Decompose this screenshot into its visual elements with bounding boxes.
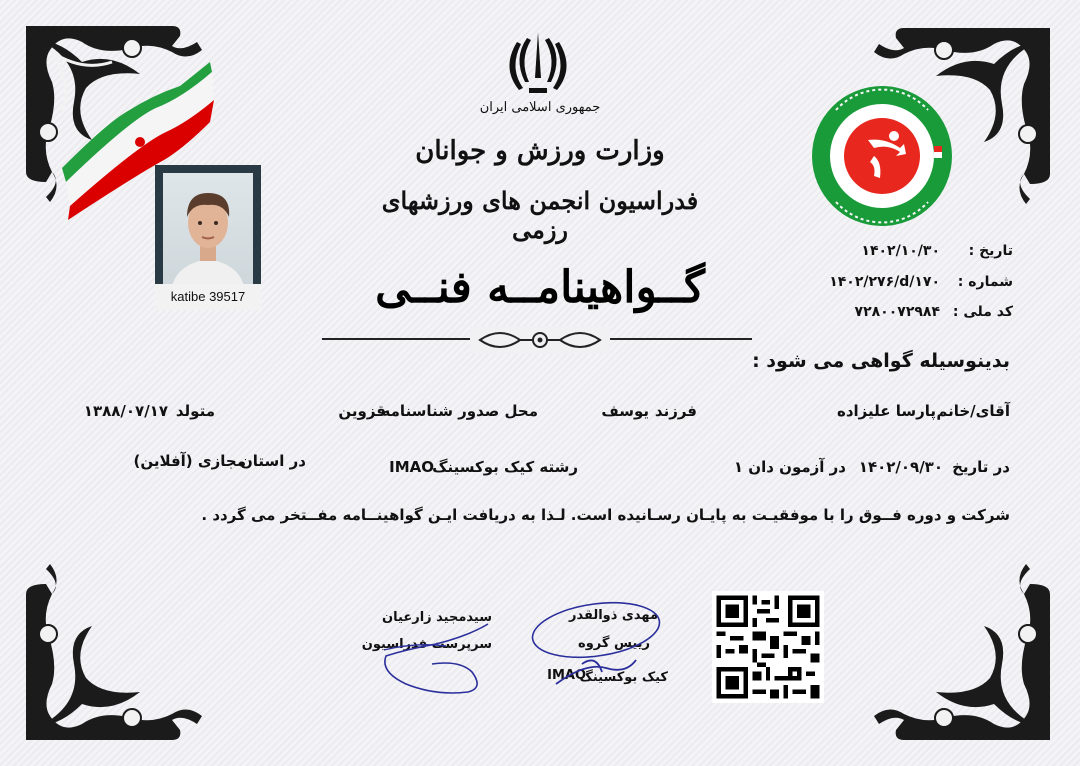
exam-date-label: در تاریخ xyxy=(952,458,1010,476)
federation-heading: فدراسیون انجمن های ورزشهای رزمی xyxy=(381,186,699,244)
issue-place-value: قزوین xyxy=(338,402,386,420)
issue-place-label: محل صدور شناسنامه xyxy=(381,402,538,420)
number-value: ۱۴۰۲/۲۷۶/d/۱۷۰ xyxy=(829,274,940,290)
qr-code-icon xyxy=(712,591,824,703)
left-signature-icon xyxy=(361,620,506,700)
number-label: شماره : xyxy=(957,274,1013,290)
right-signature-icon xyxy=(526,598,666,698)
corner-ornament-bottom-left xyxy=(22,554,212,744)
republic-heading: جمهوری اسلامی ایران xyxy=(479,100,601,115)
birth-value: ۱۳۸۸/۰۷/۱۷ xyxy=(83,402,168,420)
birth-label: متولد xyxy=(175,402,215,420)
exam-label: در آزمون دان ۱ xyxy=(733,458,846,476)
date-label: تاریخ : xyxy=(968,243,1013,259)
right-group-prefix: کیک بوکسینگ xyxy=(579,670,668,685)
federation-logo-icon xyxy=(808,82,956,230)
date-value: ۱۴۰۲/۱۰/۳۰ xyxy=(861,243,940,259)
national-id-value: ۷۲۸۰۰۷۲۹۸۴ xyxy=(854,304,940,320)
divider-ornament-icon xyxy=(470,326,610,354)
national-id-label: کد ملی : xyxy=(952,304,1013,320)
name-label: آقای/خانم xyxy=(936,402,1010,420)
province-label: در استان xyxy=(239,452,306,470)
field-value: IMAO xyxy=(389,458,434,476)
right-signatory-name: مهدی ذوالقدر xyxy=(568,608,658,623)
left-signatory-role: سرپرست فدراسیون xyxy=(361,637,492,652)
holder-photo xyxy=(155,165,261,310)
certificate-title: گــواهینامــه فنــی xyxy=(375,262,705,313)
father-value: یوسف xyxy=(601,402,649,420)
province-value: مجازی (آفلاین) xyxy=(133,452,246,470)
closing-text: شرکت و دوره فــوق را با موفقیـت به پایـان رسـانیده است. لـذا به دریافت ایـن گواهینــامه مفــتخر می گردد . xyxy=(201,506,1010,524)
father-label: فرزند xyxy=(654,402,697,420)
intro-text: بدینوسیله گواهی می شود : xyxy=(752,350,1010,372)
left-signatory-name: سیدمجید زارعیان xyxy=(382,610,492,625)
exam-date-value: ۱۴۰۲/۰۹/۳۰ xyxy=(858,458,943,476)
ministry-heading: وزارت ورزش و جوانان xyxy=(415,136,665,166)
iran-emblem-icon xyxy=(505,28,571,98)
field-label: رشته کیک بوکسینگ xyxy=(432,458,578,476)
photo-caption: katibe 39517 xyxy=(155,284,261,310)
portrait-image xyxy=(163,173,253,293)
right-group-code: IMAO xyxy=(547,668,586,683)
corner-ornament-bottom-right xyxy=(864,554,1054,744)
right-signatory-role: رییس گروه xyxy=(578,636,650,651)
name-value: پارسا علیزاده xyxy=(836,402,936,420)
